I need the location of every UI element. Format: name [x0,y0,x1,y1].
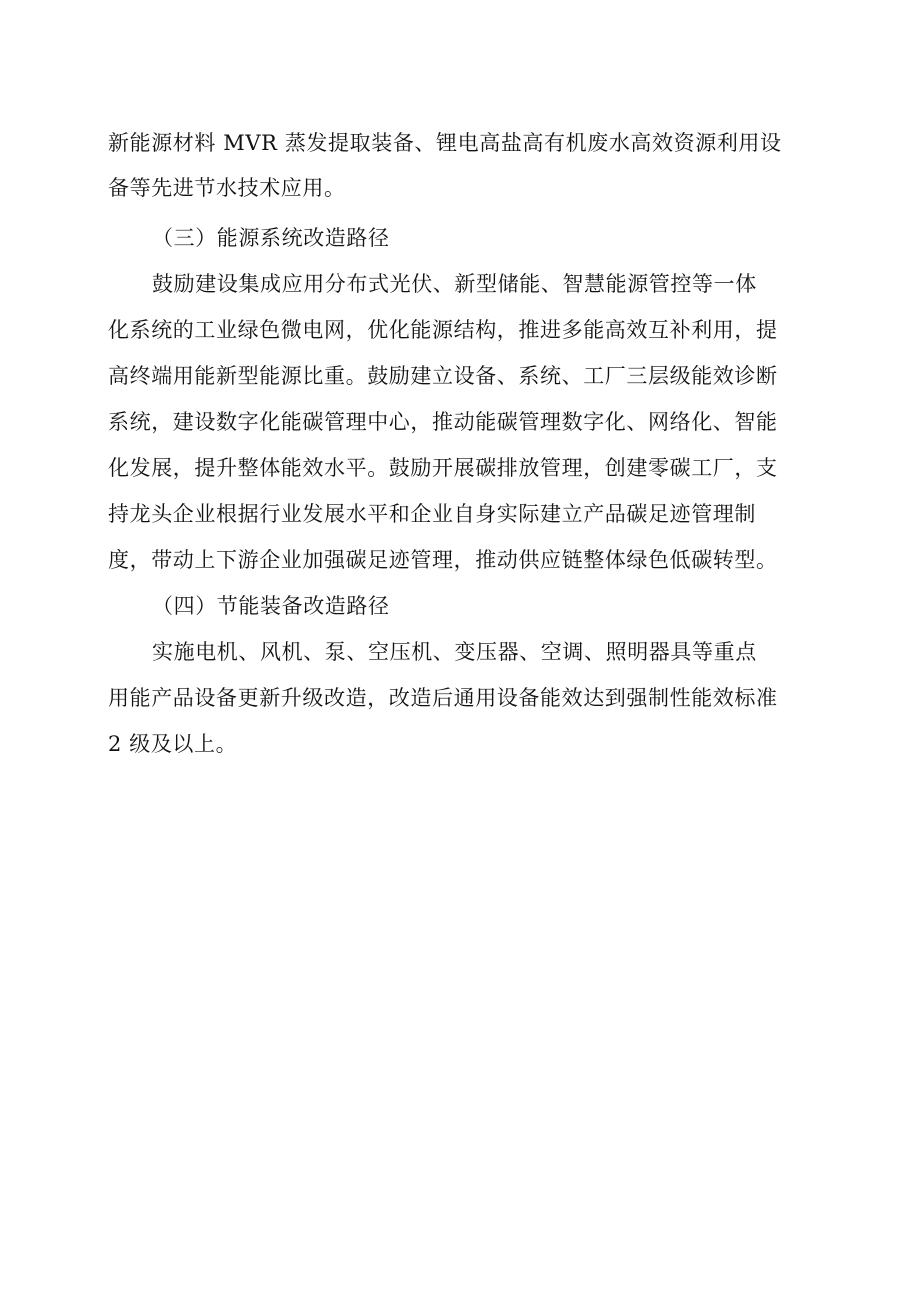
paragraph-line: 持龙头企业根据行业发展水平和企业自身实际建立产品碳足迹管理制 [108,502,756,526]
paragraph-line: 化发展，提升整体能效水平。鼓励开展碳排放管理，创建零碳工厂，支 [108,456,778,480]
paragraph-line: 度，带动上下游企业加强碳足迹管理，推动供应链整体绿色低碳转型。 [108,548,778,572]
section-heading-energy-saving-equipment: （四）节能装备改造路径 [152,594,390,618]
paragraph-line: 2 级及以上。 [108,732,238,756]
paragraph-line: 新能源材料 MVR 蒸发提取装备、锂电高盐高有机废水高效资源利用设 [108,131,782,155]
paragraph-line: 化系统的工业绿色微电网，优化能源结构，推进多能高效互补利用，提 [108,318,778,342]
paragraph-line: 高终端用能新型能源比重。鼓励建立设备、系统、工厂三层级能效诊断 [108,364,778,388]
paragraph-line: 备等先进节水技术应用。 [108,176,346,200]
section-heading-energy-system: （三）能源系统改造路径 [152,226,390,250]
paragraph-line: 用能产品设备更新升级改造，改造后通用设备能效达到强制性能效标准 [108,686,778,710]
paragraph-line: 实施电机、风机、泵、空压机、变压器、空调、照明器具等重点 [152,640,757,664]
paragraph-line: 系统，建设数字化能碳管理中心，推动能碳管理数字化、网络化、智能 [108,410,778,434]
paragraph-line: 鼓励建设集成应用分布式光伏、新型储能、智慧能源管控等一体 [152,272,757,296]
